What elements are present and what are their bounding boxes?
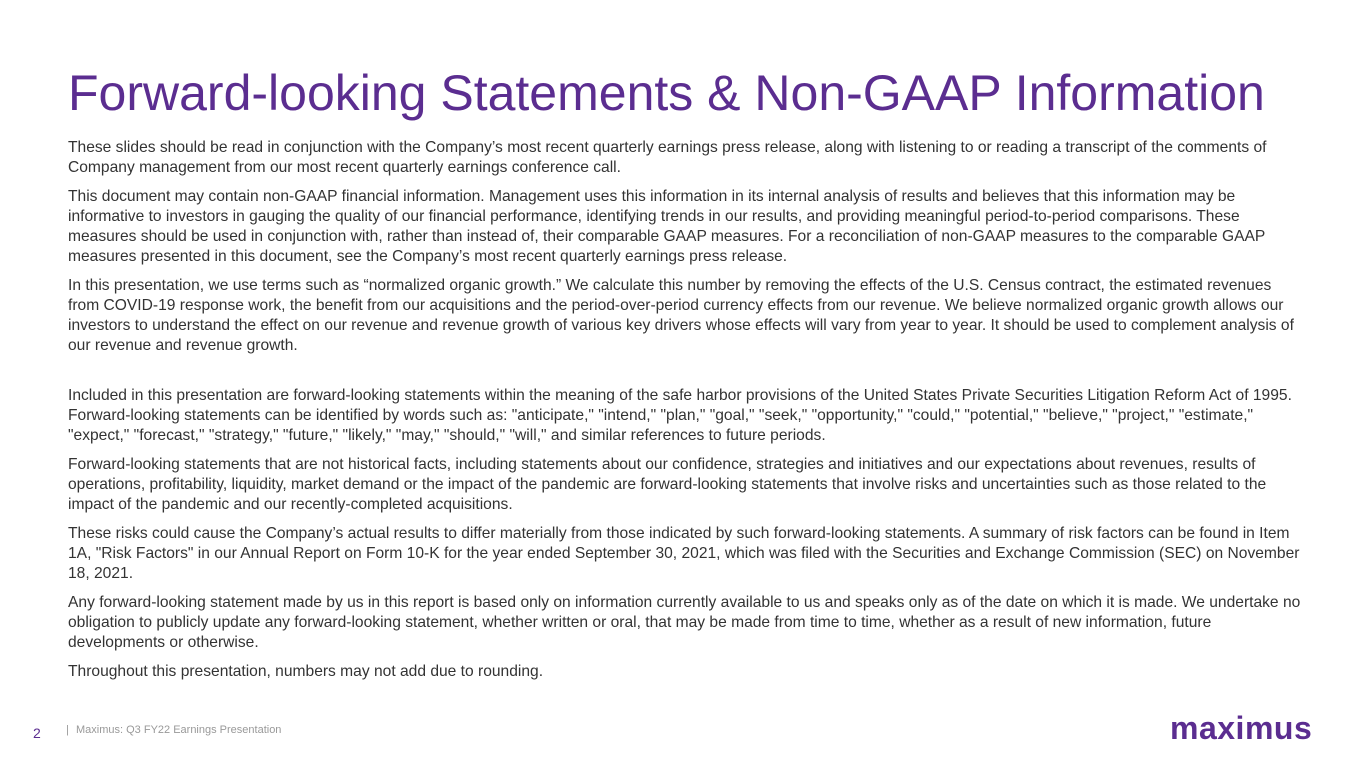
paragraph-risk-factors: These risks could cause the Company’s actual results to differ materially from those indicated by such forward-looking statements. A summary of risk factors can be found in Item 1A, "Risk Factors" in our Annual Report on Form 10-K for the year ended September 30, 2021, which was filed with the Securities and Exchange Commission (SEC) on November 18, 2021. [68,525,1300,582]
paragraph-no-obligation: Any forward-looking statement made by us in this report is based only on information currently available to us and speaks only as of the date on which it is made. We undertake no obligation to publicly update any forward-looking statement, whether written or oral, that may be made from time to time, whether as a result of new information, future developments or otherwise. [68,594,1301,651]
maximus-logo: maximus [1170,710,1313,746]
paragraph-forward-looking-risks: Forward-looking statements that are not historical facts, including statements about our confidence, strategies and initiatives and our expectations about revenues, results of operations, profitability, liquidity, market demand or the impact of the pandemic are forward-looking statements that involve risks and uncertainties such as those related to the impact of the pandemic and our recently-completed acquisitions. [68,456,1267,513]
slide-body [68,138,1303,691]
footer-separator: | [66,724,69,736]
paragraph-normalized-organic-growth: In this presentation, we use terms such as “normalized organic growth.” We calculate this number by removing the effects of the U.S. Census contract, the estimated revenues from COVID-19 response work, the benefit from our acquisitions and the period-over-period currency effects from our revenue. We believe normalized organic growth allows our investors to understand the effect on our revenue and revenue growth of various key drivers whose effects will vary from year to year. It should be used to complement analysis of our revenue and revenue growth. [68,277,1294,354]
paragraph-safe-harbor: Included in this presentation are forward-looking statements within the meaning of the safe harbor provisions of the United States Private Securities Litigation Reform Act of 1995. Forward-looking statements can be identified by words such as: "anticipate," "intend," "plan," "goal," "seek," "opportunity," "could," "potential," "believe," "project," "estimate," "expect," "forecast," "strategy," "future," "likely," "may," "should," "will," and similar references to future periods. [68,387,1292,444]
footer-presentation-label: Maximus: Q3 FY22 Earnings Presentation [76,724,282,736]
page-number: 2 [33,725,41,741]
paragraph-non-gaap: This document may contain non-GAAP financial information. Management uses this information in its internal analysis of results and believes that this information may be informative to investors in gauging the quality of our financial performance, identifying trends in our results, and providing meaningful period-to-period comparisons. These measures should be used in conjunction with, rather than instead of, their comparable GAAP measures. For a reconciliation of non-GAAP measures to the comparable GAAP measures presented in this document, see the Company’s most recent quarterly earnings press release. [68,188,1266,265]
paragraph-read-in-conjunction: These slides should be read in conjunction with the Company’s most recent quarterly earnings press release, along with listening to or reading a transcript of the comments of Company management from our most recent quarterly earnings conference call. [68,139,1267,176]
slide-title: Forward-looking Statements & Non-GAAP Information [68,65,1265,121]
paragraph-rounding: Throughout this presentation, numbers may not add due to rounding. [68,663,544,680]
